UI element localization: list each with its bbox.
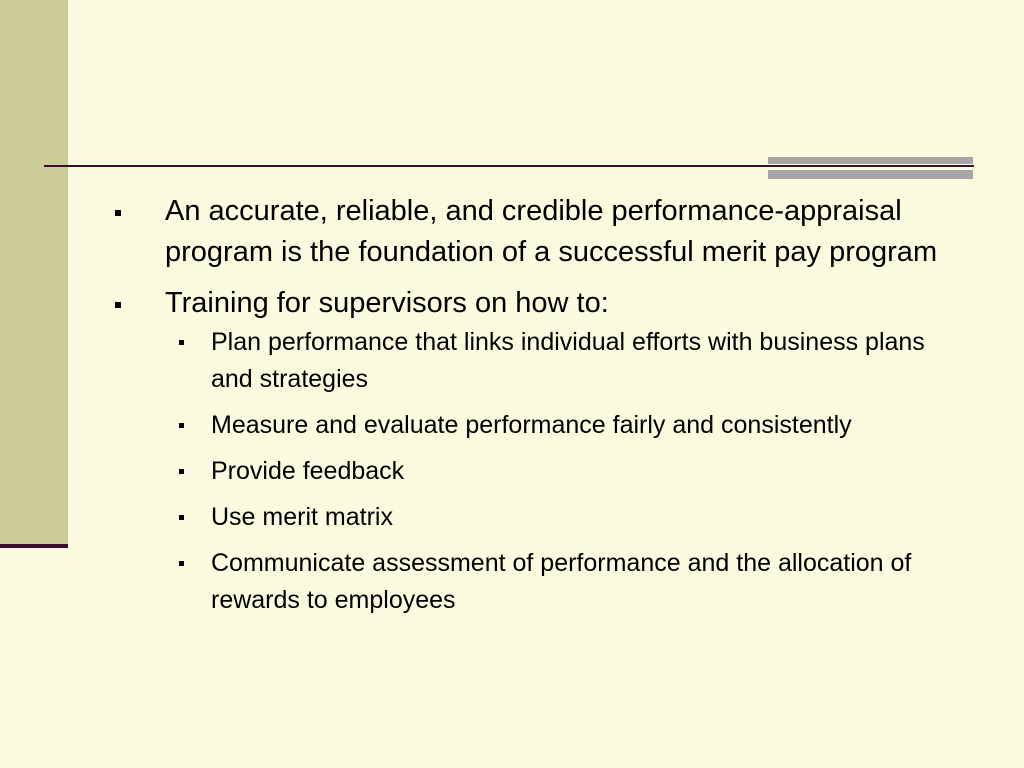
rule-accent-stripe <box>768 157 973 164</box>
square-bullet-icon <box>115 302 121 308</box>
sub-bullet-text: Provide feedback <box>211 457 405 485</box>
bullet-list <box>110 191 960 619</box>
title-rule-accent <box>768 157 973 179</box>
square-bullet-icon <box>115 210 121 216</box>
square-bullet-icon <box>179 340 184 345</box>
sub-bullet-text: Communicate assessment of performance and the allocation of rewards to employees <box>211 549 912 614</box>
rule-accent-stripe <box>768 170 973 179</box>
sub-bullet-list <box>165 324 960 619</box>
bullet-text: An accurate, reliable, and credible performance-appraisal program is the foundation of a successful merit pay program <box>165 195 938 268</box>
sub-bullet-text: Plan performance that links individual efforts with business plans and strategies <box>211 328 925 393</box>
slide-content <box>110 191 960 629</box>
bullet-item <box>110 283 960 619</box>
square-bullet-icon <box>179 423 184 428</box>
sub-bullet-item <box>165 324 960 398</box>
square-bullet-icon <box>179 515 184 520</box>
bullet-item <box>110 191 960 273</box>
sub-bullet-text: Use merit matrix <box>211 503 393 531</box>
square-bullet-icon <box>179 469 184 474</box>
sub-bullet-item <box>165 545 960 619</box>
bullet-text: Training for supervisors on how to: <box>165 287 609 319</box>
sub-bullet-item <box>165 453 960 490</box>
sub-bullet-item <box>165 499 960 536</box>
sub-bullet-item <box>165 407 960 444</box>
left-accent-underline <box>0 544 68 548</box>
square-bullet-icon <box>179 561 184 566</box>
left-accent-bar <box>0 0 68 545</box>
sub-bullet-text: Measure and evaluate performance fairly and consistently <box>211 411 852 439</box>
